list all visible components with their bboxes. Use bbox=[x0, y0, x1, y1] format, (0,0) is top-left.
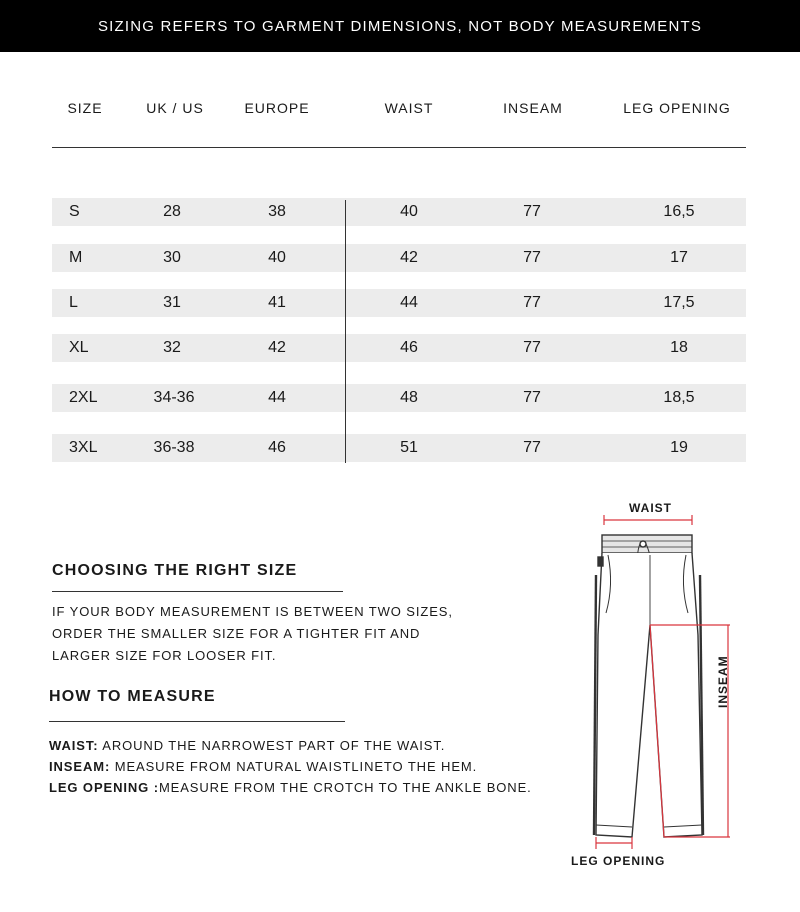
measure-text: MEASURE FROM NATURAL WAISTLINETO THE HEM. bbox=[110, 759, 478, 774]
measure-text: MEASURE FROM THE CROTCH TO THE ANKLE BONE. bbox=[158, 780, 532, 795]
europe-cell: 44 bbox=[268, 389, 286, 406]
header-divider bbox=[52, 147, 746, 148]
inseam-cell: 77 bbox=[523, 439, 541, 456]
waist-label: WAIST bbox=[629, 501, 672, 515]
choosing-divider bbox=[52, 591, 343, 592]
header-uk-us: UK / US bbox=[146, 100, 204, 116]
leg-opening-cell: 19 bbox=[670, 439, 688, 456]
leg-opening-cell: 18 bbox=[670, 339, 688, 356]
measure-inseam bbox=[49, 756, 477, 778]
europe-cell: 38 bbox=[268, 203, 286, 220]
header-size: SIZE bbox=[67, 100, 103, 116]
europe-cell: 42 bbox=[268, 339, 286, 356]
header-europe: EUROPE bbox=[244, 100, 310, 116]
leg-opening-cell: 18,5 bbox=[663, 389, 695, 406]
measure-label: INSEAM: bbox=[49, 759, 111, 774]
leg-opening-cell: 17 bbox=[670, 249, 688, 266]
choosing-line: ORDER THE SMALLER SIZE FOR A TIGHTER FIT AND bbox=[52, 626, 421, 641]
size-cell: 2XL bbox=[69, 389, 98, 406]
europe-cell: 40 bbox=[268, 249, 286, 266]
inseam-label: INSEAM bbox=[716, 655, 730, 708]
waist-cell: 42 bbox=[400, 249, 418, 266]
size-cell: XL bbox=[69, 339, 89, 356]
uk-us-cell: 36-38 bbox=[153, 439, 195, 456]
leg-opening-label: LEG OPENING bbox=[571, 854, 666, 868]
uk-us-cell: 32 bbox=[163, 339, 181, 356]
waist-cell: 46 bbox=[400, 339, 418, 356]
measure-text: AROUND THE NARROWEST PART OF THE WAIST. bbox=[98, 738, 446, 753]
measure-waist bbox=[49, 735, 445, 757]
header-inseam: INSEAM bbox=[503, 100, 563, 116]
size-cell: S bbox=[69, 203, 80, 220]
table-row bbox=[52, 384, 746, 412]
measure-leg-opening bbox=[49, 777, 532, 799]
table-row bbox=[52, 198, 746, 226]
waist-cell: 40 bbox=[400, 203, 418, 220]
inseam-cell: 77 bbox=[523, 339, 541, 356]
choosing-title: CHOOSING THE RIGHT SIZE bbox=[52, 562, 298, 579]
uk-us-cell: 34-36 bbox=[153, 389, 195, 406]
europe-cell: 41 bbox=[268, 294, 286, 311]
how-divider bbox=[49, 721, 345, 722]
size-cell: M bbox=[69, 249, 83, 266]
inseam-cell: 77 bbox=[523, 203, 541, 220]
choosing-line: LARGER SIZE FOR LOOSER FIT. bbox=[52, 648, 277, 663]
inseam-cell: 77 bbox=[523, 249, 541, 266]
measure-label: LEG OPENING : bbox=[49, 780, 159, 795]
choosing-line: IF YOUR BODY MEASUREMENT IS BETWEEN TWO SIZES, bbox=[52, 604, 453, 619]
leg-opening-cell: 16,5 bbox=[663, 203, 695, 220]
table-row bbox=[52, 289, 746, 317]
size-cell: 3XL bbox=[69, 439, 98, 456]
table-row bbox=[52, 334, 746, 362]
inseam-cell: 77 bbox=[523, 294, 541, 311]
uk-us-cell: 31 bbox=[163, 294, 181, 311]
uk-us-cell: 28 bbox=[163, 203, 181, 220]
measure-label: WAIST: bbox=[49, 738, 99, 753]
leg-opening-cell: 17,5 bbox=[663, 294, 695, 311]
header-waist: WAIST bbox=[384, 100, 434, 116]
waist-cell: 48 bbox=[400, 389, 418, 406]
table-row bbox=[52, 244, 746, 272]
inseam-cell: 77 bbox=[523, 389, 541, 406]
header-leg-opening: LEG OPENING bbox=[623, 100, 731, 116]
pants-diagram bbox=[580, 515, 740, 850]
uk-us-cell: 30 bbox=[163, 249, 181, 266]
size-cell: L bbox=[69, 294, 78, 311]
pants-icon bbox=[594, 535, 703, 837]
waist-cell: 51 bbox=[400, 439, 418, 456]
size-guide-banner: SIZING REFERS TO GARMENT DIMENSIONS, NOT BODY MEASUREMENTS bbox=[0, 0, 800, 52]
europe-cell: 46 bbox=[268, 439, 286, 456]
table-row bbox=[52, 434, 746, 462]
waist-cell: 44 bbox=[400, 294, 418, 311]
column-divider bbox=[345, 200, 346, 463]
how-to-measure-title: HOW TO MEASURE bbox=[49, 688, 216, 705]
